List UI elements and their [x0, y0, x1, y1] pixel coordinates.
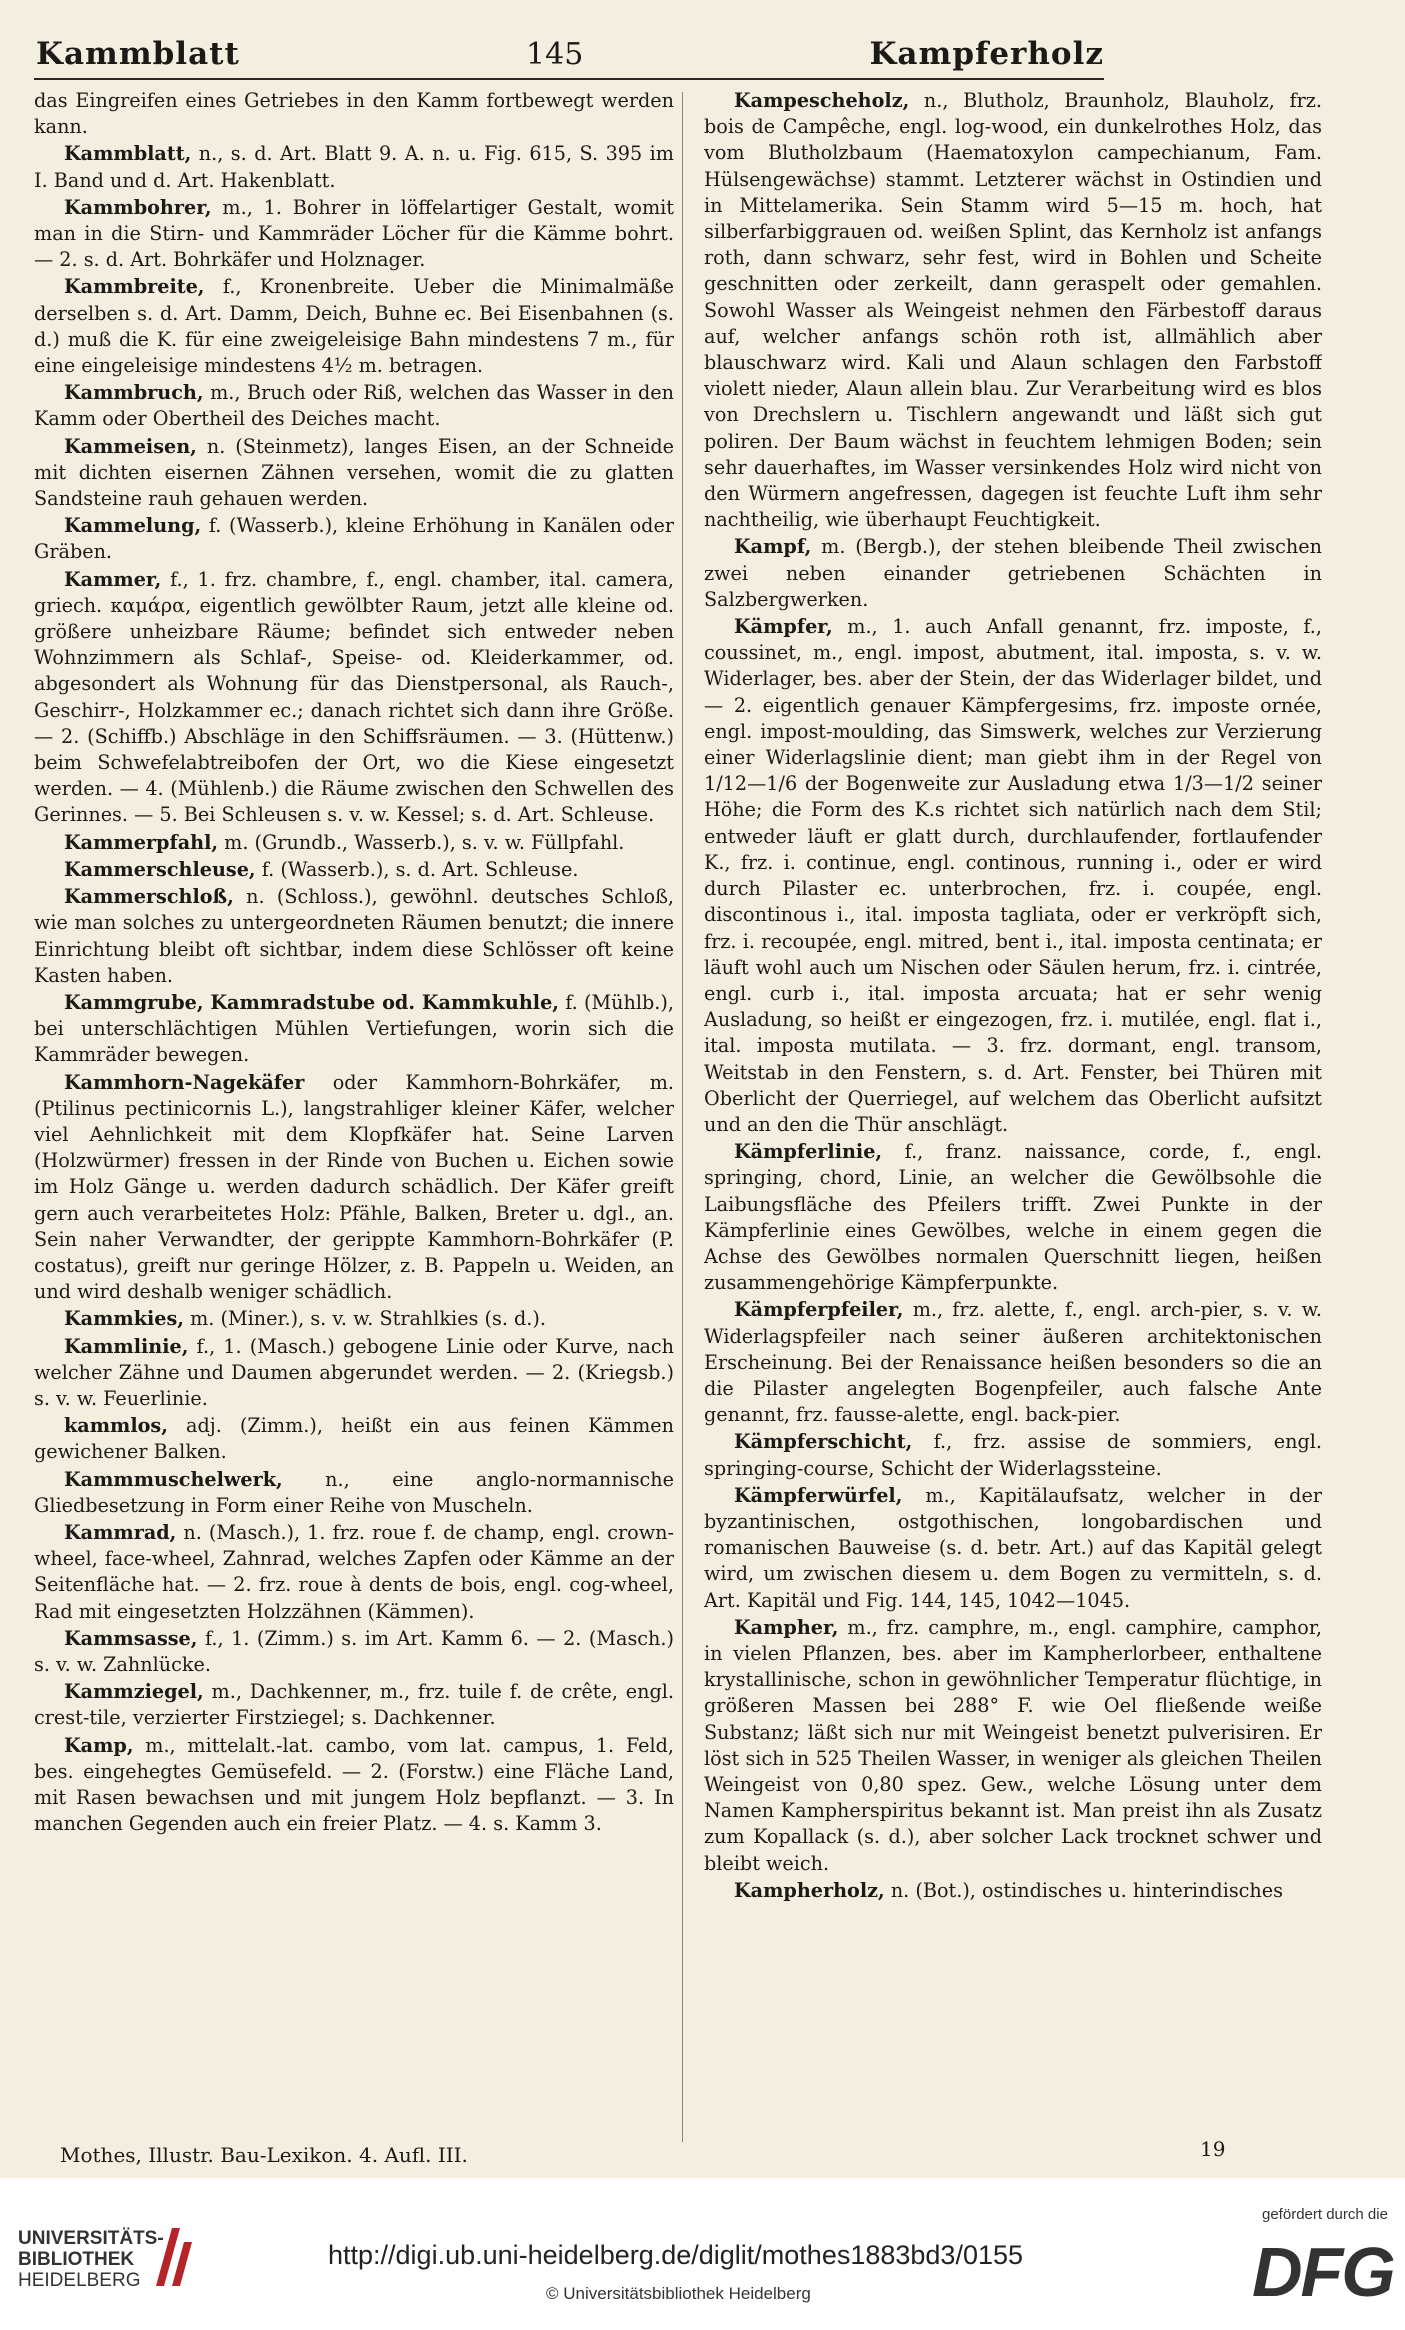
- entry-text: m., Kapitälaufsatz, welcher in der byzantinischen, ostgothischen, longobardischen und romanischen Bauweise (s. d. betr. Art.) auf das Kapitäl gelegt wird, um zwischen diesem u. dem Bogen zu vermitteln, s. d. Art. Kapitäl und Fig. 144, 145, 1042—1045.: [704, 1483, 1322, 1612]
- logo-line: BIBLIOTHEK: [18, 2249, 135, 2270]
- running-header: [36, 32, 1104, 76]
- dictionary-entry: [34, 195, 674, 274]
- entry-text: n. (Schloss.), gewöhnl. deutsches Schloß, wie man solches zu untergeordneten Räumen benutzt; die innere Einrichtung bleibt oft sichtbar, indem diese Schlösser oft keine Kasten haben.: [34, 885, 674, 987]
- entry-headword: kammlos,: [64, 1414, 168, 1438]
- entry-headword: Kammlinie,: [64, 1334, 189, 1358]
- entry-headword: Kammkies,: [64, 1307, 184, 1331]
- entry-text: m. (Grundb., Wasserb.), s. v. w. Füllpfahl.: [218, 830, 625, 854]
- entry-text: n., s. d. Art. Blatt 9. A. n. u. Fig. 615, S. 395 im I. Band und d. Art. Hakenblatt.: [34, 142, 674, 192]
- entry-headword: Kammblatt,: [64, 142, 192, 166]
- header-left-keyword: Kammblatt: [36, 36, 240, 72]
- dictionary-entry: [34, 857, 674, 883]
- dictionary-entry: [34, 1334, 674, 1413]
- entry-text: f. (Mühlb.), bei unterschlächtigen Mühlen Vertiefungen, worin sich die Kammräder bewegen.: [34, 990, 674, 1067]
- dictionary-entry: [34, 990, 674, 1069]
- entry-text: f., frz. assise de sommiers, engl. springing-course, Schicht der Widerlagssteine.: [704, 1430, 1322, 1480]
- entry-text: m., 1. Bohrer in löffelartiger Gestalt, womit man in die Stirn- und Kammräder Löcher für die Kämme bohrt. — 2. s. d. Art. Bohrkäfer und Holznager.: [34, 195, 674, 272]
- dictionary-entry: [704, 1615, 1322, 1877]
- header-rule: [34, 78, 1104, 80]
- dictionary-entry: [34, 1733, 674, 1838]
- entry-headword: Kammeisen,: [64, 434, 197, 458]
- entry-text: n., eine anglo-normannische Gliedbesetzung in Form einer Reihe von Muscheln.: [34, 1467, 674, 1517]
- dictionary-entry: [704, 1483, 1322, 1614]
- entry-headword: Kampf,: [734, 535, 812, 559]
- entry-headword: Kämpferlinie,: [734, 1140, 883, 1164]
- entry-text: m., frz. alette, f., engl. arch-pier, s. v. w. Widerlagspfeiler nach seiner äußeren architektonischen Erscheinung. Bei der Renaissance heißen besonders so die an die Pilaster angelegten Bogenpfeiler, auch falsche Ante genannt, frz. fausse-alette, engl. back-pier.: [704, 1298, 1322, 1427]
- funding-note: gefördert durch die: [1262, 2206, 1388, 2223]
- entry-headword: Kammmuschelwerk,: [64, 1467, 283, 1491]
- entry-headword: Kammrad,: [64, 1520, 177, 1544]
- left-column: [34, 88, 674, 2150]
- entry-headword: Kamp,: [64, 1733, 134, 1757]
- dictionary-entry: [34, 513, 674, 565]
- dictionary-entry: [704, 1429, 1322, 1481]
- entry-text: f., 1. (Masch.) gebogene Linie oder Kurve, nach welcher Zähne und Daumen abgerundet werden. — 2. (Kriegsb.) s. v. w. Feuerlinie.: [34, 1334, 674, 1410]
- dictionary-entry: [704, 1297, 1322, 1428]
- dictionary-entry: [704, 1139, 1322, 1296]
- entry-text: f., Kronenbreite. Ueber die Minimalmäße derselben s. d. Art. Damm, Deich, Buhne ec. Bei Eisenbahnen (s. d.) muß die K. für eine zweigeleisige Bahn mindestens 7 m., für eine eingeleisige mindestens 4½ m. betragen.: [34, 275, 674, 378]
- dictionary-entry: [34, 1520, 674, 1625]
- dictionary-entry: [34, 1070, 674, 1306]
- signature-mark: 19: [1200, 2137, 1226, 2161]
- dictionary-entry: [34, 567, 674, 829]
- dictionary-entry: [704, 614, 1322, 1138]
- dictionary-entry: [34, 1626, 674, 1678]
- page-number: 145: [526, 36, 584, 72]
- entry-text: m. (Miner.), s. v. w. Strahlkies (s. d.).: [184, 1307, 546, 1331]
- entry-text: m., Dachkenner, m., frz. tuile f. de crête, engl. crest-tile, verzierter Firstziegel; s. Dachkenner.: [34, 1680, 674, 1730]
- entry-text: m., mittelalt.-lat. cambo, vom lat. campus, 1. Feld, bes. eingehegtes Gemüsefeld. — 2. (Forstw.) eine Fläche Land, mit Rasen bewachsen und mit jungem Holz bepflanzt. — 3. In manchen Gegenden auch ein freier Platz. — 4. s. Kamm 3.: [34, 1733, 674, 1836]
- entry-text: f. (Wasserb.), s. d. Art. Schleuse.: [255, 857, 579, 881]
- dictionary-entry: [34, 141, 674, 193]
- entry-headword: Kämpferwürfel,: [734, 1483, 903, 1507]
- entry-text: f., 1. (Zimm.) s. im Art. Kamm 6. — 2. (Masch.) s. v. w. Zahnlücke.: [34, 1626, 674, 1676]
- entry-headword: Kammgrube, Kammradstube od. Kammkuhle,: [64, 990, 559, 1014]
- entry-headword: Kammhorn-Nagekäfer: [64, 1070, 305, 1094]
- footer-citation: Mothes, Illustr. Bau-Lexikon. 4. Aufl. III.: [60, 2143, 468, 2167]
- entry-text: n. (Steinmetz), langes Eisen, an der Schneide mit dichten eisernen Zähnen versehen, womit die zu glatten Sandsteine rauh gehauen werden.: [34, 434, 674, 511]
- entry-headword: Kampescheholz,: [734, 89, 910, 112]
- entry-text: n. (Masch.), 1. frz. roue f. de champ, engl. crown-wheel, face-wheel, Zahnrad, welches Zapfen oder Kämme an der Seitenfläche hat. — 2. frz. roue à dents de bois, engl. cog-wheel, Rad mit eingesetzten Holzzähnen (Kämmen).: [34, 1520, 674, 1623]
- entry-text: f. (Wasserb.), kleine Erhöhung in Kanälen oder Gräben.: [34, 514, 674, 564]
- dictionary-entry: [34, 830, 674, 856]
- dictionary-entry: [704, 1878, 1322, 1904]
- dictionary-entry: [34, 1679, 674, 1731]
- entry-headword: Kammelung,: [64, 514, 202, 538]
- entry-headword: Kammerschloß,: [64, 885, 234, 909]
- entry-text: oder Kammhorn-Bohrkäfer, m. (Ptilinus pectinicornis L.), langstrahliger kleiner Käfer, welcher viel Aehnlichkeit mit dem Klopfkäfer hat. Seine Larven (Holzwürmer) fressen in der Rinde von Buchen u. Eichen sowie im Holz Gänge u. werden dadurch schädlich. Der Käfer greift gern auch verarbeitetes Holz: Pfähle, Balken, Breter u. dgl., an. Sein naher Verwandter, der gerippte Kammhorn-Bohrkäfer (P. costatus), greift nur geringe Hölzer, z. B. Pappeln u. Weiden, an und wird deshalb weniger schädlich.: [34, 1070, 674, 1304]
- entry-headword: Kammziegel,: [64, 1680, 204, 1704]
- right-column: [704, 88, 1322, 2150]
- dictionary-entry: [34, 1413, 674, 1465]
- entry-headword: Kammer,: [64, 567, 162, 591]
- logo-line: HEIDELBERG: [18, 2270, 141, 2291]
- dictionary-entry: [34, 274, 674, 379]
- entry-text: n., Blutholz, Braunholz, Blauholz, frz. bois de Campêche, engl. log-wood, ein dunkelrothes Holz, das vom Blutholzbaum (Haematoxylon campechianum, Fam. Hülsengewächse) stammt. Letzterer wächst in Ostindien und in Mittelamerika. Sein Stamm wird 5—15 m. hoch, hat silberfarbiggrauen od. weißen Splint, das Kernholz ist anfangs roth, dann schwarz, sehr fest, wird in Bohlen und Scheite geschnitten oder zerkeilt, dann geraspelt oder gemahlen. Sowohl Wasser als Weingeist nehmen den Färbestoff daraus auf, welcher anfangs schön roth ist, allmählich aber blauschwarz wird. Kali und Alaun schlagen den Farbstoff violett nieder, Alaun allein blau. Zur Verarbeitung wird es blos von Drechslern u. Tischlern angewandt und läßt sich gut poliren. Der Baum wächst in feuchtem lehmigen Boden; sein sehr dauerhaftes, im Wasser versinkendes Holz wird nicht von den Würmern angefressen, dagegen ist feuchte Luft ihm sehr nachtheilig, wie überhaupt Feuchtigkeit.: [704, 89, 1322, 532]
- entry-text: n. (Bot.), ostindisches u. hinterindisches: [884, 1878, 1283, 1902]
- entry-headword: Kammbreite,: [64, 275, 205, 299]
- entry-headword: Kämpferschicht,: [734, 1430, 913, 1454]
- ub-heidelberg-logo: [18, 2228, 164, 2291]
- entry-text: f., franz. naissance, corde, f., engl. springing, chord, Linie, an welcher die Gewölbsohle die Laibungsfläche des Pfeilers trifft. Zwei Punkte in der Kämpferlinie eines Gewölbes, welche in einem gegen die Achse des Gewölbes normalen Querschnitt liegen, heißen zusammengehörige Kämpferpunkte.: [704, 1140, 1322, 1295]
- dictionary-entry: [34, 1306, 674, 1332]
- dfg-logo: DFG: [1252, 2233, 1394, 2311]
- entry-headword: Kammbohrer,: [64, 195, 212, 219]
- entry-text: adj. (Zimm.), heißt ein aus feinen Kämmen gewichener Balken.: [34, 1414, 674, 1464]
- dictionary-entry: [34, 434, 674, 513]
- entry-headword: Kämpferpfeiler,: [734, 1298, 904, 1322]
- ub-logo-mark-icon: [152, 2224, 196, 2290]
- entry-text: m. (Bergb.), der stehen bleibende Theil zwischen zwei neben einander getriebenen Schächten in Salzbergwerken.: [704, 535, 1322, 611]
- entry-text: m., Bruch oder Riß, welchen das Wasser in den Kamm oder Obertheil des Deiches macht.: [34, 381, 674, 431]
- entry-headword: Kammerpfahl,: [64, 830, 219, 854]
- logo-line: UNIVERSITÄTS-: [18, 2228, 164, 2249]
- dictionary-entry: [34, 380, 674, 432]
- column-divider: [682, 92, 683, 2142]
- entry-text: f., 1. frz. chambre, f., engl. chamber, ital. camera, griech. καμάρα, eigentlich gewölbter Raum, jetzt alle kleine od. größere unheizbare Räume; befindet sich entweder neben Wohnzimmern als Schlaf-, Speise- od. Kleiderkammer, od. abgesondert als Wohnung für das Dienstpersonal, als Rauch-, Geschirr-, Holzkammer ec.; danach richtet sich dann ihre Größe. — 2. (Schiffb.) Abschläge in den Schiffsräumen. — 3. (Hüttenw.) beim Schwefelabtreibofen der Ort, wo die Kiese eingesetzt werden. — 4. (Mühlenb.) die Räume zwischen den Schwellen des Gerinnes. — 5. Bei Schleusen s. v. w. Kessel; s. d. Art. Schleuse.: [34, 567, 674, 827]
- entry-text: das Eingreifen eines Getriebes in den Kamm fortbewegt werden kann.: [34, 89, 674, 139]
- entry-text: m., 1. auch Anfall genannt, frz. imposte, f., coussinet, m., engl. impost, abutment, ital. imposta, s. v. w. Widerlager, bes. aber der Stein, der das Widerlager bildet, und — 2. eigentlich genauer Kämpfergesims, frz. imposte ornée, engl. impost-moulding, das Simswerk, welches zur Verzierung einer Widerlagslinie dient; man giebt ihm in der Regel von 1/12—1/6 der Bogenweite zur Ausladung etwa 1/3—1/2 seiner Höhe; die Form des K.s richtet sich natürlich nach dem Stil; entweder läuft er glatt durch, durchlaufender, fortlaufender K., frz. i. continue, engl. continous, running i., oder er wird durch Pilaster ec. unterbrochen, frz. i. coupée, engl. discontinous i., ital. imposta tagliata, oder er verkröpft sich, frz. i. recoupée, engl. mitred, bent i., ital. imposta centinata; er läuft wohl auch um Nischen oder Säulen herum, frz. i. cintrée, engl. curb i., ital. imposta arcuata; hat er sehr wenig Ausladung, so heißt er eingezogen, frz. i. mutilée, engl. flat i., ital. imposta mutilata. — 3. frz. dormant, engl. transom, Weitstab in den Fenstern, s. d. Art. Fenster, bei Thüren mit Oberlicht der Querriegel, auf welchem das Oberlicht aufsitzt und an den die Thür anschlägt.: [704, 615, 1322, 1136]
- permalink-url[interactable]: http://digi.ub.uni-heidelberg.de/diglit/mothes1883bd3/0155: [328, 2240, 1024, 2270]
- entry-headword: Kammbruch,: [64, 381, 204, 405]
- entry-headword: Kampher,: [734, 1615, 839, 1639]
- entry-text: m., frz. camphre, m., engl. camphire, camphor, in vielen Pflanzen, bes. aber im Kampherlorbeer, enthaltene krystallinische, schon in gewöhnlicher Temperatur flüchtige, in größeren Massen bei 288° F. wie Oel fließende weiße Substanz; läßt sich nur mit Weingeist benetzt pulverisiren. Er löst sich in 525 Theilen Wasser, in weniger als gleichen Theilen Weingeist von 0,80 spez. Gew., welche Lösung unter dem Namen Kampherspiritus bekannt ist. Man preist ihn als Zusatz zum Kopallack (s. d.), aber solcher Lack trocknet schwer und bleibt weich.: [704, 1615, 1322, 1875]
- header-right-keyword: Kampferholz: [869, 36, 1104, 72]
- entry-headword: Kämpfer,: [734, 615, 833, 639]
- entry-headword: Kampherholz,: [734, 1878, 885, 1902]
- dictionary-entry: [34, 88, 674, 140]
- entry-headword: Kammerschleuse,: [64, 857, 256, 881]
- dictionary-entry: [704, 88, 1322, 533]
- dictionary-entry: [704, 534, 1322, 613]
- entry-headword: Kammsasse,: [64, 1626, 198, 1650]
- copyright-notice: © Universitätsbibliothek Heidelberg: [546, 2284, 811, 2303]
- dictionary-entry: [34, 884, 674, 989]
- dictionary-entry: [34, 1467, 674, 1519]
